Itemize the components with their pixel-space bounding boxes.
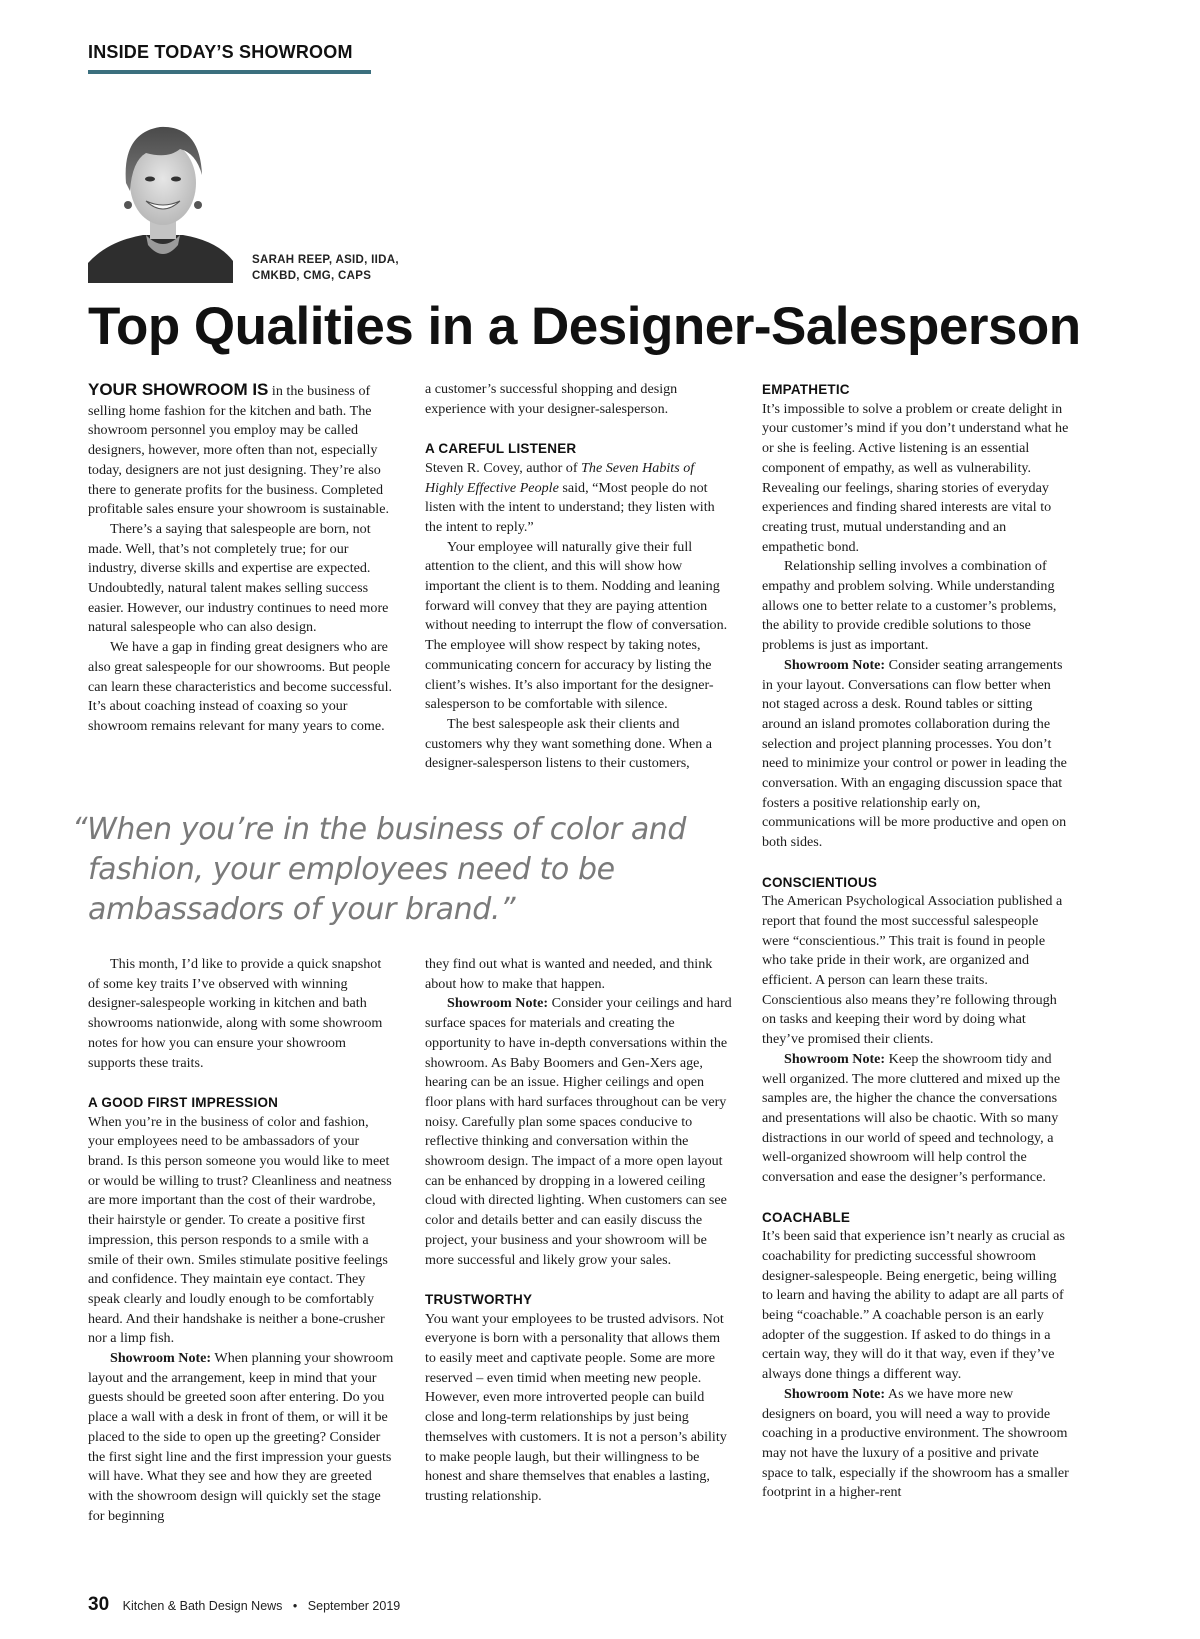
section-heading-careful-listener: A CAREFUL LISTENER: [425, 441, 577, 457]
article-headline: Top Qualities in a Designer-Salesperson: [88, 297, 1081, 356]
pull-quote-text: “When you’re in the business of color and fashion, your employees need to be ambassadors of your brand.”: [72, 812, 687, 927]
publication-name: Kitchen & Bath Design News: [122, 1599, 283, 1613]
column-1-bottom: [88, 955, 395, 1526]
author-portrait-illustration: [88, 113, 233, 283]
pull-quote: [72, 810, 732, 930]
author-credentials-line-2: CMKBD, CMG, CAPS: [252, 270, 372, 282]
showroom-note-text: Keep the showroom tidy and well organized. The more cluttered and mixed up the samples are, the higher the chance the conversations and presentations will also be chaotic. With so many distractions in our world of speed and technology, a well-organized showroom will help control the conversation and ease the designer’s performance.: [762, 1050, 1061, 1186]
listener-continuation: they find out what is wanted and needed, and think about how to make that happen.: [425, 956, 713, 992]
author-photo: [88, 113, 233, 283]
showroom-note-label: Showroom Note:: [110, 1350, 212, 1367]
empathetic-paragraph-1: It’s impossible to solve a problem or create delight in your customer’s mind if you don’t understand what he or she is feeling. Active listening is an essential component of empathy, as well as vulnerability. Revealing our feelings, sharing stories of everyday experiences and finding shared interests are vital to creating trust, mutual understanding and an empathetic bond.: [762, 400, 1069, 555]
showroom-note-empathetic: [762, 656, 1069, 853]
section-heading-empathetic: EMPATHETIC: [762, 382, 850, 397]
intro-paragraph-1-text: in the business of selling home fashion for the kitchen and bath. The showroom personnel you employ may be called designers, however, more often than not, especially today, designers are not just designing. They’re also there to generate profits for the business. Completed profitable sales ensure your showroom is sustainable.: [88, 383, 389, 518]
showroom-note-coachable: [762, 1385, 1069, 1503]
showroom-note-label: Showroom Note:: [784, 1050, 886, 1067]
intro-paragraph-3: We have a gap in finding great designers who are also great salespeople for our showrooms. But people can learn these characteristics and become successful. It’s about coaching instead of coaxing so your showroom remains relevant for many years to come.: [88, 639, 393, 734]
trustworthy-paragraph: You want your employees to be trusted advisors. Not everyone is born with a personality that allows them to easily meet and captivate people. Some are more reserved – even timid when meeting new people. However, even more introverted people can build close and long-term relationships by just being themselves with customers. It is not a person’s ability to make people laugh, but their willingness to be honest and share themselves that enables a lasting, trusting relationship.: [425, 1310, 727, 1504]
column-2-bottom: [425, 955, 732, 1507]
covey-text-a: Steven R. Covey, author of: [425, 459, 582, 476]
showroom-note-text: Consider seating arrangements in your layout. Conversations can flow better when not staged across a desk. Round tables or sitting around an island promotes collaboration during the selection and project planning processes. You don’t need to minimize your control or power in leading the conversation. With an engaging discussion space that fosters a positive relationship early on, communications will be more productive and open on both sides.: [762, 656, 1067, 851]
author-byline: [252, 252, 399, 284]
overview-paragraph: This month, I’d like to provide a quick snapshot of some key traits I’ve observed with winning designer-salespeople working in kitchen and bath showrooms nationwide, along with some showroom notes for how you can ensure your showroom supports these traits.: [88, 956, 383, 1071]
listener-paragraph-2: Your employee will naturally give their full attention to the client, and this will show how important the client is to them. Nodding and leaning forward will convey that they are paying attention without needing to interrupt the flow of conversation. The employee will show respect by taking notes, communicating concern for accuracy by listing the client’s wishes. It’s also important for the designer-salesperson to be comfortable with silence.: [425, 538, 728, 713]
author-credentials-line-1: SARAH REEP, ASID, IIDA,: [252, 254, 399, 266]
showroom-note-label: Showroom Note:: [447, 995, 549, 1012]
showroom-note-label: Showroom Note:: [784, 656, 886, 673]
intro-paragraph-1: [88, 380, 395, 520]
intro-paragraph-2: There’s a saying that salespeople are born, not made. Well, that’s not completely true; for our industry, diverse skills and expertise are expected. Undoubtedly, natural talent makes selling success easier. However, our industry continues to need more natural salespeople who can also design.: [88, 520, 389, 636]
showroom-note-listener: [425, 994, 732, 1270]
showroom-note-label: Showroom Note:: [784, 1385, 886, 1402]
page-number: 30: [88, 1594, 110, 1615]
showroom-note-conscientious: [762, 1050, 1069, 1188]
section-heading-first-impression: A GOOD FIRST IMPRESSION: [88, 1094, 279, 1110]
listener-paragraph-3: The best salespeople ask their clients and customers why they want something done. When a designer-salesperson listens to their customers,: [425, 715, 713, 772]
conscientious-paragraph: The American Psychological Association published a report that found the most successful salespeople were “conscientious.” This trait is found in people who take pride in their work, are organized and efficient. A person can learn these traits. Conscientious also means they’re following through on tasks and keeping their word by doing what they’ve promised their clients.: [762, 893, 1063, 1048]
column-1-top: [88, 380, 395, 737]
section-tag: INSIDE TODAY’S SHOWROOM: [88, 42, 353, 62]
footer-separator: •: [292, 1599, 298, 1613]
continuation-paragraph: a customer’s successful shopping and design experience with your designer-salesperson.: [425, 381, 678, 417]
covey-text-b: said, “Most people do not listen with the intent to understand; they listen with the intent to reply.”: [425, 479, 715, 535]
page-footer: [88, 1594, 400, 1616]
empathetic-paragraph-2: Relationship selling involves a combination of empathy and problem solving. While understanding allows one to better relate to a customer’s problems, the ability to provide credible solutions to those problems is just as important.: [762, 558, 1057, 654]
section-rule: [88, 70, 371, 74]
showroom-note-text: When planning your showroom layout and the arrangement, keep in mind that your guests should be greeted soon after entering. Do you place a wall with a desk in front of them, or will it be placed to the side to open up the greeting? Consider the first sight line and the first impression your guests will have. What they see and how they are greeted with the showroom design will quickly set the stage for beginning: [88, 1350, 394, 1524]
issue-date: September 2019: [307, 1599, 401, 1613]
showroom-note-text: Consider your ceilings and hard surface spaces for materials and creating the opportunity to have in-depth conversations within the showroom. As Baby Boomers and Gen-Xers age, hearing can be an issue. Higher ceilings and open floor plans with hard surfaces throughout can be very noisy. Carefully plan some spaces conducive to reflective thinking and conversation within the showroom design. The impact of a more open layout can be enhanced by dropping in a lowered ceiling cloud with directed lighting. When customers can see color and details better and can easily discuss the project, your business and your showroom will be more successful and likely grow your sales.: [425, 995, 732, 1268]
listener-paragraph-1: [425, 459, 732, 538]
column-2-top: [425, 380, 732, 774]
showroom-note-first-impression: [88, 1349, 395, 1526]
coachable-paragraph: It’s been said that experience isn’t nearly as crucial as coachability for predicting successful showroom designer-salespeople. Being energetic, being willing to learn and having the ability to adapt are all parts of being “coachable.” A coachable person is an early adopter of the suggestion. If asked to do things in a certain way, they will do it that way, even if they’ve always done things a different way.: [762, 1228, 1066, 1383]
book-title: The Seven Habits of Highly Effective People: [425, 459, 695, 496]
section-heading-conscientious: CONSCIENTIOUS: [762, 874, 878, 890]
column-3: [762, 380, 1069, 1503]
section-heading-coachable: COACHABLE: [762, 1209, 851, 1225]
section-heading-trustworthy: TRUSTWORTHY: [425, 1291, 533, 1307]
first-impression-paragraph: When you’re in the business of color and fashion, your employees need to be ambassadors of your brand. Is this person someone you would like to meet or would be willing to trust? Cleanliness and neatness are more important than the cost of their wardrobe, their hairstyle or gender. To create a positive first impression, this person responds to a smile with a smile of their own. Smiles stimulate positive feelings and confidence. They maintain eye contact. They speak clearly and loudly enough to be comfortably heard. And their handshake is neither a bone-crusher nor a limp fish.: [88, 1113, 392, 1347]
intro-lead-in: YOUR SHOWROOM IS: [88, 380, 269, 399]
showroom-note-text: As we have more new designers on board, you will need a way to provide coaching in a productive environment. The showroom may not have the luxury of a positive and private space to talk, especially if the showroom has a smaller footprint in a higher-rent: [762, 1385, 1069, 1501]
